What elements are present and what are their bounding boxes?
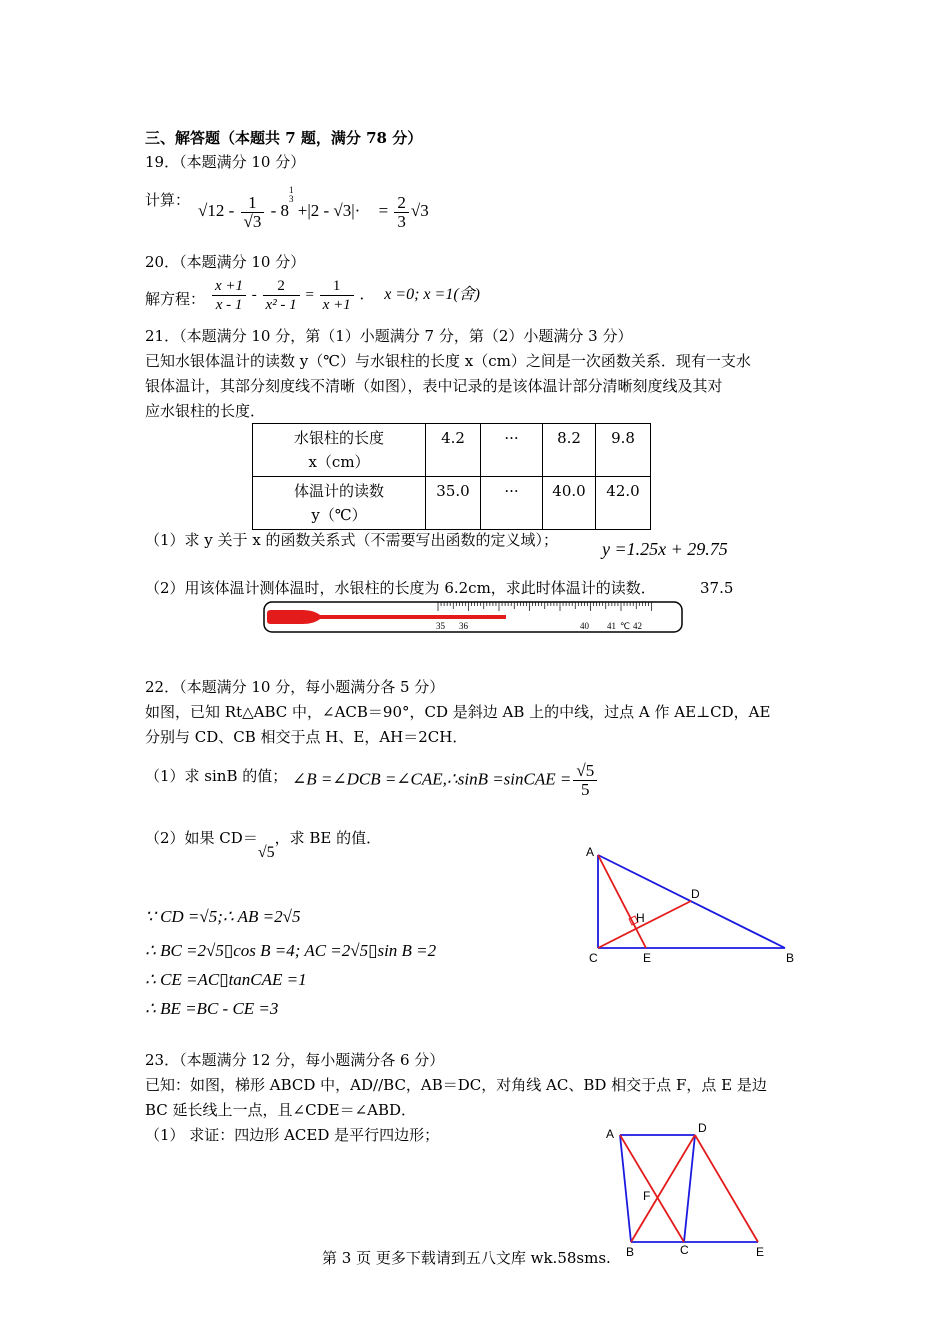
segment-de xyxy=(695,1135,758,1242)
q19-exponent: 1 3 xyxy=(289,185,294,204)
q22-triangle-figure xyxy=(580,840,800,970)
q22-solution-line: ∴ CE =AC▯tanCAE =1 xyxy=(145,970,307,989)
point-label-b: B xyxy=(786,951,795,965)
thermo-label-35: 35 xyxy=(436,621,445,631)
q19-expr-b: - 8 xyxy=(270,201,290,220)
q21-text-line: 已知水银体温计的读数 y（℃）与水银柱的长度 x（cm）之间是一次函数关系．现有一支水 xyxy=(145,352,751,370)
point-label-c: C xyxy=(589,951,598,965)
table-row-label: 水银柱的长度 x（cm） xyxy=(253,424,426,477)
mercury-column xyxy=(267,610,506,624)
table-cell: 4.2 xyxy=(426,424,481,477)
q19-answer-frac: $\frac{2}{3}$ xyxy=(394,194,409,231)
q23-text-line: 已知：如图，梯形 ABCD 中，AD//BC，AB＝DC，对角线 AC、BD 相交于点 F，点 E 是边 xyxy=(145,1076,767,1094)
point-label-f: F xyxy=(643,1189,651,1203)
thermometer-scale xyxy=(438,602,652,611)
q21-part1-answer: y =1.25x + 29.75 xyxy=(602,539,728,559)
q19-answer-tail: √3 xyxy=(410,201,429,220)
q23-trapezoid-figure xyxy=(600,1120,775,1260)
q21-part2-answer: 37.5 xyxy=(700,579,734,597)
thermo-label-unit: ℃ xyxy=(620,622,631,632)
table-cell: ··· xyxy=(481,424,543,477)
q21-text-line: 应水银柱的长度． xyxy=(145,402,266,420)
q22-part1-answer: ∠B =∠DCB =∠CAE,∴sinB =sinCAE = $\frac{√5}{5}$ xyxy=(292,762,599,799)
q21-header: 21．（本题满分 10 分，第（1）小题满分 7 分，第（2）小题满分 3 分） xyxy=(145,327,633,345)
q19-prompt: 计算： xyxy=(145,191,191,209)
table-cell: 8.2 xyxy=(543,424,596,477)
q19-header: 19．（本题满分 10 分） xyxy=(145,153,306,171)
table-cell: ··· xyxy=(481,477,543,530)
q20-frac1: $\frac{x +1}{x - 1}$ xyxy=(212,277,246,314)
q20-prompt: 解方程： xyxy=(145,290,206,308)
point-label-b: B xyxy=(626,1245,635,1259)
q22-text-line: 分别与 CD、CB 相交于点 H、E，AH＝2CH． xyxy=(145,728,468,746)
q22-part1: （1）求 sinB 的值； xyxy=(145,767,288,785)
q22-part2: （2）如果 CD＝√5，求 BE 的值． xyxy=(145,829,382,861)
table-cell: 9.8 xyxy=(596,424,651,477)
segment-ae xyxy=(598,855,646,948)
q19-expr-c: +|2 - √3|· xyxy=(297,201,361,220)
q22-solution-line: ∴ BE =BC - CE =3 xyxy=(145,999,279,1018)
q20-frac3: $\frac{1}{x +1}$ xyxy=(320,277,354,314)
point-label-e: E xyxy=(643,951,652,965)
q19-expr-a: √12 - xyxy=(198,201,235,220)
q23-part1: （1） 求证：四边形 ACED 是平行四边形； xyxy=(145,1126,440,1144)
q19-expression xyxy=(198,186,429,231)
thermo-label-41: 41 xyxy=(607,621,616,631)
q20-equation xyxy=(210,277,480,314)
table-cell: 40.0 xyxy=(543,477,596,530)
q22-header: 22．（本题满分 10 分，每小题满分各 5 分） xyxy=(145,678,445,696)
table-row xyxy=(253,477,651,530)
q20-minus: - xyxy=(251,286,257,303)
q20-header: 20．（本题满分 10 分） xyxy=(145,253,306,271)
thermo-label-40: 40 xyxy=(580,621,589,631)
point-label-d: D xyxy=(698,1121,707,1135)
q21-data-table xyxy=(252,423,651,530)
q20-frac2: $\frac{2}{\text{x² - 1}}$ xyxy=(263,277,300,314)
page-footer: 第 3 页 更多下载请到五八文库 wk.58sms. xyxy=(322,1249,611,1267)
table-cell: 35.0 xyxy=(426,477,481,530)
thermometer-figure xyxy=(262,600,686,636)
q23-header: 23．（本题满分 12 分，每小题满分各 6 分） xyxy=(145,1051,445,1069)
q22-solution-line: ∵ CD =√5;∴ AB =2√5 xyxy=(145,907,301,926)
thermo-label-36: 36 xyxy=(459,621,468,631)
q21-part2: （2）用该体温计测体温时，水银柱的长度为 6.2cm，求此时体温计的读数． xyxy=(145,579,656,597)
point-label-e: E xyxy=(756,1245,765,1259)
table-row-label: 体温计的读数 y（℃） xyxy=(253,477,426,530)
point-label-a: A xyxy=(586,845,595,859)
q23-text-line: BC 延长线上一点，且∠CDE＝∠ABD． xyxy=(145,1101,417,1119)
q19-answer-eq: = xyxy=(378,201,389,220)
table-cell: 42.0 xyxy=(596,477,651,530)
point-label-d: D xyxy=(691,887,700,901)
section-title: 三、解答题（本题共 7 题，满分 78 分） xyxy=(145,129,423,147)
q20-answer: x =0; x =1(舍) xyxy=(384,285,480,303)
q22-solution-line: ∴ BC =2√5▯cos B =4; AC =2√5▯sin B =2 xyxy=(145,941,437,960)
q21-part1: （1）求 y 关于 x 的函数关系式（不需要写出函数的定义域）； xyxy=(145,531,559,549)
table-row xyxy=(253,424,651,477)
q19-frac1: $\frac{1}{√3}$ xyxy=(241,194,265,231)
point-label-h: H xyxy=(636,911,645,925)
q20-period: ． xyxy=(359,286,375,303)
point-label-a: A xyxy=(606,1127,615,1141)
q22-part1-frac: $\frac{√5}{5}$ xyxy=(573,762,597,799)
point-label-c: C xyxy=(680,1243,689,1257)
q21-text-line: 银体温计，其部分刻度线不清晰（如图），表中记录的是该体温计部分清晰刻度线及其对 xyxy=(145,377,723,395)
q22-text-line: 如图，已知 Rt△ABC 中，∠ACB＝90°，CD 是斜边 AB 上的中线，过点 A 作 AE⊥CD，AE xyxy=(145,703,771,721)
thermo-label-42: 42 xyxy=(633,621,642,631)
q20-eq: = xyxy=(305,286,314,303)
